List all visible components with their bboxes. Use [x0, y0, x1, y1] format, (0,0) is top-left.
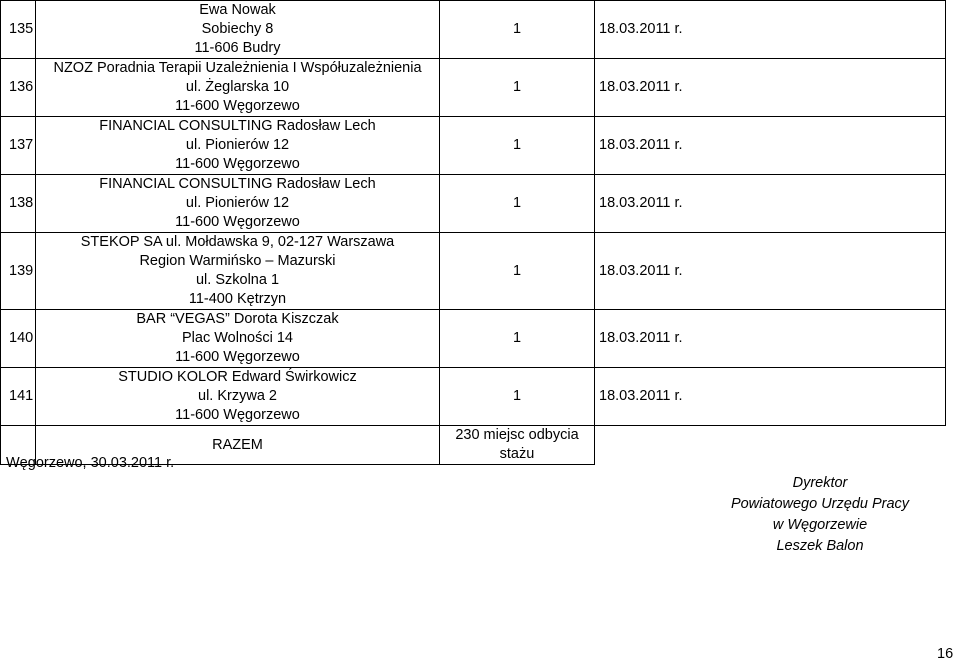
table-row — [1, 1, 946, 59]
row-number: 137 — [1, 117, 36, 175]
employer-line: ul. Pionierów 12 — [185, 195, 290, 211]
employer-line: FINANCIAL CONSULTING Radosław Lech — [99, 118, 376, 134]
signature-name: Leszek Balon — [776, 538, 864, 554]
date-cell: 18.03.2011 r. — [595, 175, 946, 233]
employer-line: 11-600 Węgorzewo — [175, 407, 300, 423]
table-row — [1, 310, 946, 368]
places-count: 1 — [440, 59, 595, 117]
employer-line: ul. Pionierów 12 — [185, 137, 290, 153]
places-count: 1 — [440, 117, 595, 175]
row-number: 139 — [1, 233, 36, 310]
date-cell: 18.03.2011 r. — [595, 117, 946, 175]
row-number: 141 — [1, 368, 36, 426]
table-row — [1, 175, 946, 233]
signature-office: Powiatowego Urzędu Pracy — [730, 496, 910, 512]
employer-cell — [36, 310, 440, 368]
employer-line: 11-600 Węgorzewo — [175, 214, 300, 230]
places-count: 1 — [440, 233, 595, 310]
employer-line: STUDIO KOLOR Edward Świrkowicz — [118, 369, 357, 385]
employer-cell — [36, 175, 440, 233]
date-cell: 18.03.2011 r. — [595, 1, 946, 59]
employer-cell — [36, 368, 440, 426]
total-blank — [595, 426, 946, 465]
employer-line: Region Warmińsko – Mazurski — [139, 253, 336, 269]
total-value: 230 miejsc odbycia stażu — [440, 426, 595, 465]
employer-line: ul. Żeglarska 10 — [185, 79, 290, 95]
total-label: RAZEM — [36, 426, 440, 465]
table-row — [1, 59, 946, 117]
employer-line: 11-600 Węgorzewo — [175, 98, 300, 114]
place-and-date: Węgorzewo, 30.03.2011 r. — [6, 455, 175, 471]
employer-line: STEKOP SA ul. Mołdawska 9, 02-127 Warszawa — [80, 234, 395, 250]
employer-line: 11-600 Węgorzewo — [175, 349, 300, 365]
employer-line: Sobiechy 8 — [201, 21, 274, 37]
date-cell: 18.03.2011 r. — [595, 59, 946, 117]
employer-line: Plac Wolności 14 — [182, 330, 293, 346]
employer-cell — [36, 59, 440, 117]
employer-line: ul. Szkolna 1 — [195, 272, 280, 288]
employer-line: NZOZ Poradnia Terapii Uzależnienia I Współuzależnienia — [53, 60, 422, 76]
places-count: 1 — [440, 175, 595, 233]
employer-line: 11-400 Kętrzyn — [188, 291, 287, 307]
places-count: 1 — [440, 1, 595, 59]
row-number: 135 — [1, 1, 36, 59]
places-count: 1 — [440, 310, 595, 368]
signature-location: w Węgorzewie — [772, 517, 868, 533]
row-number: 140 — [1, 310, 36, 368]
employer-line: FINANCIAL CONSULTING Radosław Lech — [99, 176, 376, 192]
row-number: 138 — [1, 175, 36, 233]
signature-title: Dyrektor — [792, 475, 848, 491]
employer-line: 11-606 Budry — [194, 40, 281, 56]
date-cell: 18.03.2011 r. — [595, 233, 946, 310]
employer-line: BAR “VEGAS” Dorota Kiszczak — [136, 311, 339, 327]
places-count: 1 — [440, 368, 595, 426]
signature-block — [720, 473, 920, 557]
table-row — [1, 117, 946, 175]
table-row — [1, 368, 946, 426]
page-number: 16 — [937, 646, 954, 662]
employer-line: Ewa Nowak — [199, 2, 276, 18]
employer-line: ul. Krzywa 2 — [198, 388, 277, 404]
date-cell: 18.03.2011 r. — [595, 310, 946, 368]
employer-cell — [36, 233, 440, 310]
employer-cell — [36, 1, 440, 59]
date-cell: 18.03.2011 r. — [595, 368, 946, 426]
employer-cell — [36, 117, 440, 175]
table-row — [1, 233, 946, 310]
row-number: 136 — [1, 59, 36, 117]
employer-line: 11-600 Węgorzewo — [175, 156, 300, 172]
